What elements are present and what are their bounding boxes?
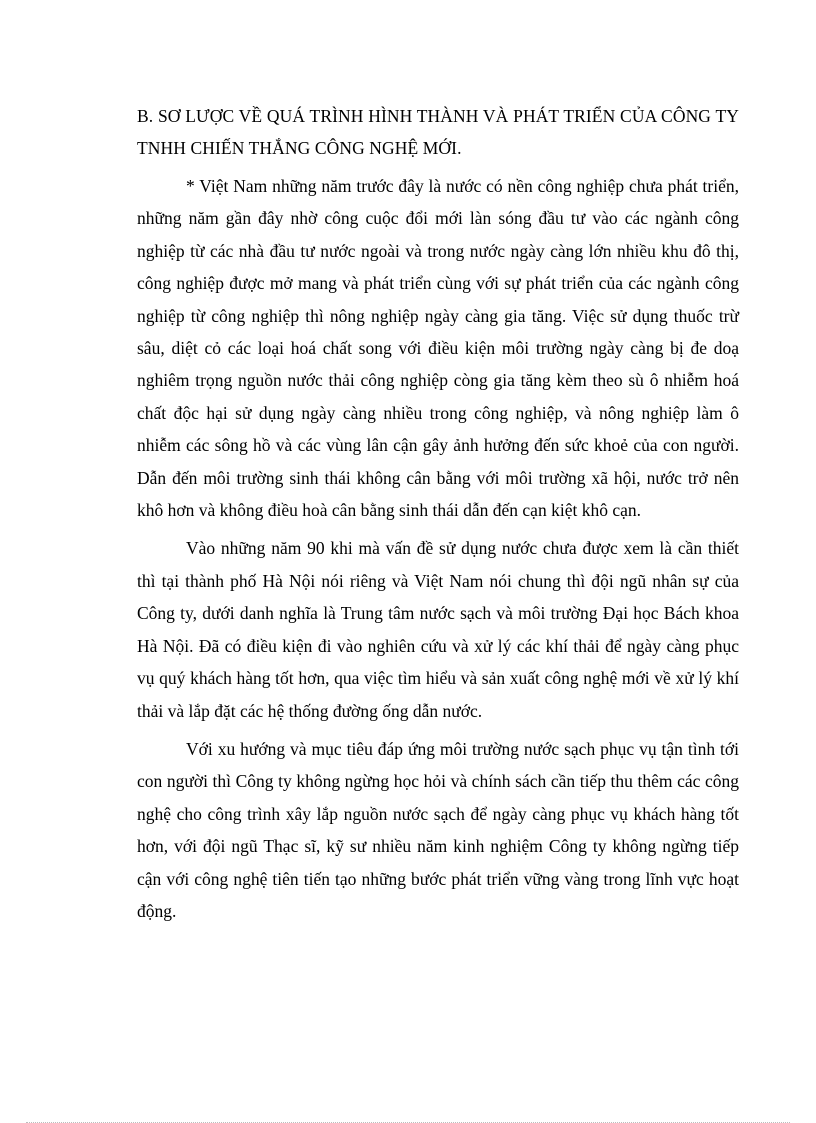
- paragraph-1: * Việt Nam những năm trước đây là nước có nền công nghiệp chưa phát triển, những năm gần đây nhờ công cuộc đổi mới làn sóng đầu tư vào các ngành công nghiệp từ các nhà đầu tư nước ngoài và trong nước ngày càng lớn nhiều khu đô thị, công nghiệp được mở mang và phát triển cùng với sự phát triển của các ngành công nghiệp từ công nghiệp thì nông nghiệp ngày càng gia tăng. Việc sử dụng thuốc trừ sâu, diệt cỏ các loại hoá chất song với điều kiện môi trường ngày càng bị đe doạ nghiêm trọng nguồn nước thải công nghiệp còng gia tăng kèm theo sù ô nhiễm hoá chất độc hại sử dụng ngày càng nhiều trong công nghiệp, và nông nghiệp làm ô nhiễm các sông hồ và các vùng lân cận gây ảnh hưởng đến sức khoẻ của con người. Dẫn đến môi trường sinh thái không cân bằng với môi trường xã hội, nước trở nên khô hơn và không điều hoà cân bằng sinh thái dẫn đến cạn kiệt khô cạn.: [137, 176, 739, 521]
- paragraph-2: Vào những năm 90 khi mà vấn đề sử dụng nước chưa được xem là cần thiết thì tại thành phố Hà Nội nói riêng và Việt Nam nói chung thì đội ngũ nhân sự của Công ty, dưới danh nghĩa là Trung tâm nước sạch và môi trường Đại học Bách khoa Hà Nội. Đã có điều kiện đi vào nghiên cứu và xử lý các khí thải để ngày càng phục vụ quý khách hàng tốt hơn, qua việc tìm hiểu và sản xuất công nghệ mới về xử lý khí thải và lắp đặt các hệ thống đường ống dẫn nước.: [137, 538, 739, 721]
- paragraph-3: Với xu hướng và mục tiêu đáp ứng môi trường nước sạch phục vụ tận tình tới con người thì Công ty không ngừng học hỏi và chính sách cần tiếp thu thêm các công nghệ cho công trình xây lắp nguồn nước sạch để ngày càng phục vụ khách hàng tốt hơn, với đội ngũ Thạc sĩ, kỹ sư nhiều năm kinh nghiệm Công ty không ngừng tiếp cận với công nghệ tiên tiến tạo những bước phát triển vững vàng trong lĩnh vực hoạt động.: [137, 738, 739, 921]
- section-heading: B. SƠ LƯỢC VỀ QUÁ TRÌNH HÌNH THÀNH VÀ PHÁT TRIỂN CỦA CÔNG TY TNHH CHIẾN THẮNG CÔNG NGHỆ MỚI.: [137, 106, 739, 158]
- document-body: [137, 100, 739, 933]
